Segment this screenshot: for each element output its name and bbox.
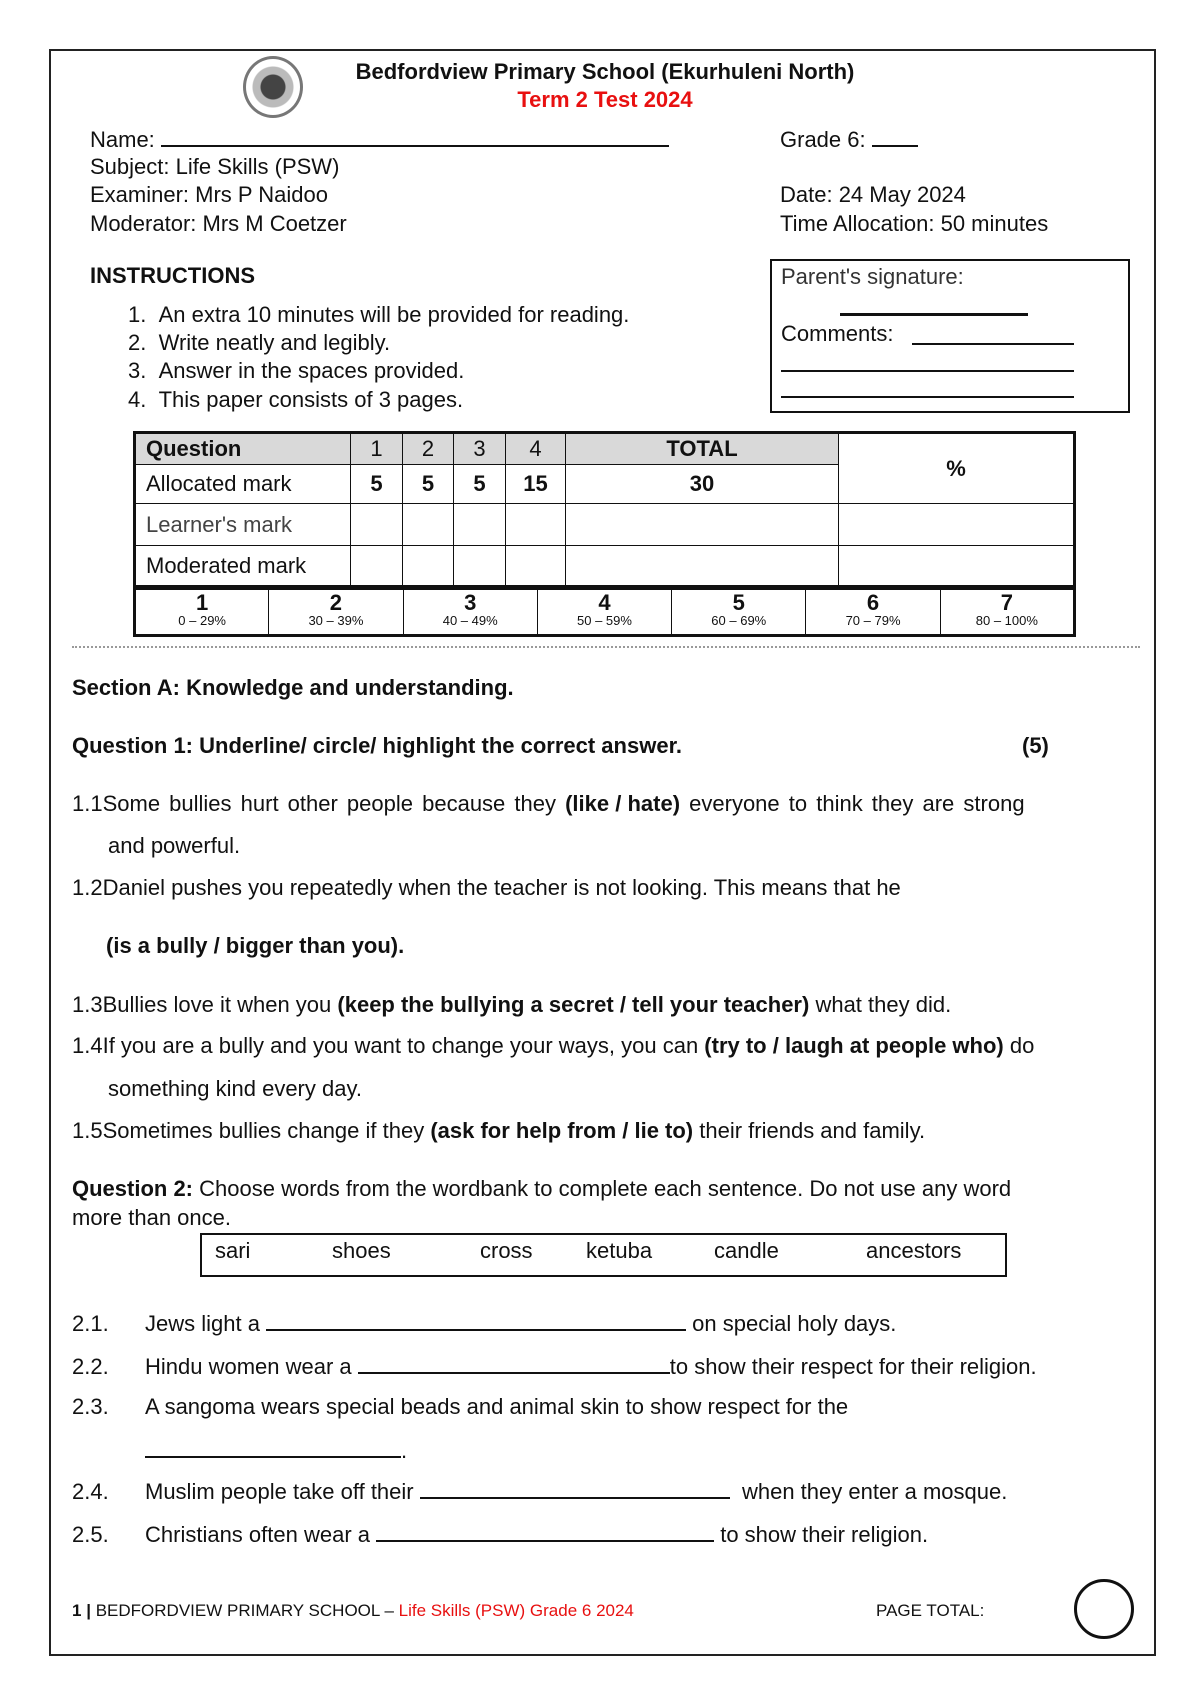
cell[interactable] [454, 546, 506, 587]
header-total: TOTAL [566, 433, 839, 465]
q1-item-4-cont: something kind every day. [108, 1076, 362, 1101]
q1-item-4: 1.4If you are a bully and you want to change your ways, you can (try to / laugh at people who) do [72, 1033, 1035, 1058]
grade-label: Grade 6: [780, 127, 866, 152]
cell[interactable] [839, 504, 1075, 546]
cell[interactable] [403, 546, 454, 587]
school-name: Bedfordview Primary School (Ekurhuleni North) [355, 59, 855, 84]
grade-levels-table [133, 587, 1076, 637]
header-q1: 1 [351, 433, 403, 465]
cell[interactable] [566, 546, 839, 587]
allocated-q2: 5 [403, 465, 454, 504]
answer-choice[interactable]: (like / hate) [565, 791, 681, 816]
allocated-q4: 15 [506, 465, 566, 504]
table-header-row [135, 433, 1075, 465]
comments-line[interactable] [781, 396, 1074, 398]
page-total-circle[interactable] [1074, 1579, 1134, 1639]
parent-signature-label: Parent's signature: [781, 264, 964, 289]
cell[interactable] [454, 504, 506, 546]
level-cell: 4 50 – 59% [537, 589, 671, 636]
q2-item-3-cont: . [145, 1438, 407, 1464]
table-row [135, 546, 1075, 587]
moderator: Moderator: Mrs M Coetzer [90, 211, 347, 236]
q2-num: 2.5. [72, 1522, 109, 1547]
header-q3: 3 [454, 433, 506, 465]
cell[interactable] [506, 546, 566, 587]
table-row [135, 504, 1075, 546]
cell[interactable] [351, 546, 403, 587]
level-cell: 2 30 – 39% [269, 589, 403, 636]
comments-line[interactable] [781, 370, 1074, 372]
q1-item-2: 1.2Daniel pushes you repeatedly when the teacher is not looking. This means that he [72, 875, 901, 900]
header-q4: 4 [506, 433, 566, 465]
q1-title: Question 1: Underline/ circle/ highlight the correct answer. [72, 733, 683, 758]
answer-blank[interactable] [145, 1438, 401, 1458]
level-cell: 5 60 – 69% [672, 589, 806, 636]
test-title: Term 2 Test 2024 [517, 87, 693, 112]
q1-item-1: 1.1Some bullies hurt other people because they (like / hate) everyone to think they are strong [72, 791, 1025, 816]
cell[interactable] [839, 546, 1075, 587]
q2-num: 2.4. [72, 1479, 109, 1504]
allocated-q1: 5 [351, 465, 403, 504]
allocated-total: 30 [566, 465, 839, 504]
parent-signature-box[interactable] [770, 259, 1130, 413]
word: ketuba [586, 1238, 653, 1263]
word: ancestors [866, 1238, 962, 1263]
q1-item-5: 1.5Sometimes bullies change if they (ask for help from / lie to) their friends and family. [72, 1118, 926, 1143]
comments-line[interactable] [912, 343, 1074, 345]
cell[interactable] [351, 504, 403, 546]
instruction-2: 2. Write neatly and legibly. [128, 330, 391, 355]
allocated-q3: 5 [454, 465, 506, 504]
marks-table [133, 431, 1076, 588]
q2-num: 2.1. [72, 1311, 109, 1336]
q1-item-3: 1.3Bullies love it when you (keep the bullying a secret / tell your teacher) what they did. [72, 992, 952, 1017]
header-q2: 2 [403, 433, 454, 465]
q2-num: 2.2. [72, 1354, 109, 1379]
answer-blank[interactable] [358, 1354, 670, 1374]
row-label: Allocated mark [135, 465, 351, 504]
q2-instruction-cont: more than once. [72, 1205, 231, 1230]
row-label: Learner's mark [135, 504, 351, 546]
cell[interactable] [566, 504, 839, 546]
header-question: Question [135, 433, 351, 465]
answer-choice[interactable]: (try to / laugh at people who) [704, 1033, 1004, 1058]
q2-title: Question 2: Choose words from the wordbank to complete each sentence. Do not use any word [72, 1176, 1012, 1201]
q1-marks: (5) [1022, 733, 1049, 758]
header-percent: % [839, 433, 1075, 504]
grade-field[interactable] [780, 127, 918, 153]
cell[interactable] [506, 504, 566, 546]
q2-item-5: Christians often wear a to show their religion. [145, 1522, 929, 1547]
answer-choice[interactable]: (is a bully / bigger than you). [106, 933, 405, 958]
instructions-title: INSTRUCTIONS [90, 263, 255, 288]
q2-num: 2.3. [72, 1394, 109, 1419]
word: sari [215, 1238, 251, 1263]
level-cell: 3 40 – 49% [403, 589, 537, 636]
name-label: Name: [90, 127, 155, 152]
level-cell: 1 0 – 29% [135, 589, 269, 636]
q2-item-4: Muslim people take off their when they enter a mosque. [145, 1479, 1008, 1504]
q2-item-2: Hindu women wear a to show their respect for their religion. [145, 1354, 1037, 1379]
school-logo [243, 56, 303, 118]
q2-item-1: Jews light a on special holy days. [145, 1311, 897, 1336]
instruction-1: 1. An extra 10 minutes will be provided for reading. [128, 302, 630, 327]
section-a-title: Section A: Knowledge and understanding. [72, 675, 514, 700]
page-total-label: PAGE TOTAL: [876, 1601, 985, 1620]
q2-item-3: A sangoma wears special beads and animal skin to show respect for the [145, 1394, 849, 1419]
word: shoes [332, 1238, 391, 1263]
answer-blank[interactable] [420, 1479, 730, 1499]
word: cross [480, 1238, 533, 1263]
subject: Subject: Life Skills (PSW) [90, 154, 340, 179]
answer-choice[interactable]: (ask for help from / lie to) [430, 1118, 694, 1143]
date: Date: 24 May 2024 [780, 182, 966, 207]
examiner: Examiner: Mrs P Naidoo [90, 182, 329, 207]
wordbank [200, 1233, 1007, 1277]
answer-blank[interactable] [266, 1311, 686, 1331]
footer: 1 | BEDFORDVIEW PRIMARY SCHOOL – Life Skills (PSW) Grade 6 2024 [72, 1601, 634, 1620]
answer-choice[interactable]: (keep the bullying a secret / tell your teacher) [337, 992, 810, 1017]
row-label: Moderated mark [135, 546, 351, 587]
q1-item-1-cont: and powerful. [108, 833, 241, 858]
comments-label: Comments: [781, 321, 894, 346]
word: candle [714, 1238, 779, 1263]
level-cell: 6 70 – 79% [806, 589, 940, 636]
time-allocation: Time Allocation: 50 minutes [780, 211, 1049, 236]
cell[interactable] [403, 504, 454, 546]
divider [72, 646, 1140, 648]
instruction-4: 4. This paper consists of 3 pages. [128, 387, 464, 412]
name-field[interactable] [90, 127, 669, 153]
answer-blank[interactable] [376, 1522, 714, 1542]
instruction-3: 3. Answer in the spaces provided. [128, 358, 465, 383]
signature-line[interactable] [840, 313, 1028, 316]
level-cell: 7 80 – 100% [940, 589, 1074, 636]
